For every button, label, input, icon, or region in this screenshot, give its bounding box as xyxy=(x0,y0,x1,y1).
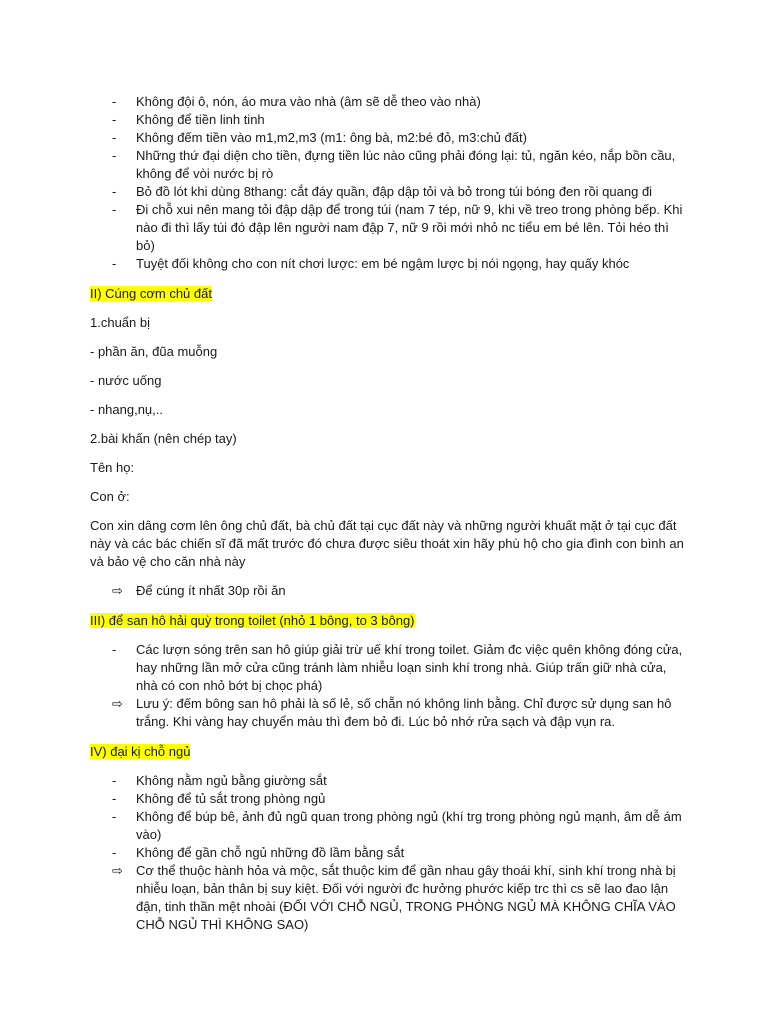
dash-bullet: - xyxy=(112,642,117,657)
document-page xyxy=(0,93,768,934)
rules-list-1 xyxy=(0,93,768,273)
list-item-text: Lưu ý: đếm bông san hô phải là số lẻ, số chẵn nó không linh bằng. Chỉ được sử dụng san hô trắng. Khi vàng hay chuyển màu thì đem bỏ đi. Lúc bỏ nhớ rửa sạch và đập vụn ra. xyxy=(136,696,672,729)
dash-bullet: - xyxy=(112,256,117,271)
rules-list-4 xyxy=(0,772,768,934)
list-item xyxy=(0,808,768,844)
name-label: Tên họ: xyxy=(90,460,135,475)
prep-item: - nhang,nụ,.. xyxy=(90,402,163,417)
list-item-text: Tuyệt đối không cho con nít chơi lược: em bé ngậm lược bị nói ngọng, hay quấy khóc xyxy=(136,256,630,271)
list-item-text: Không đội ô, nón, áo mưa vào nhà (âm sẽ dễ theo vào nhà) xyxy=(136,94,481,109)
dash-bullet: - xyxy=(112,773,117,788)
section-heading-4 xyxy=(0,743,768,761)
list-item xyxy=(0,790,768,808)
list-item xyxy=(0,844,768,862)
list-item xyxy=(0,862,768,934)
list-item xyxy=(0,183,768,201)
dash-bullet: - xyxy=(112,791,117,806)
list-item xyxy=(0,111,768,129)
list-item xyxy=(0,641,768,695)
dash-bullet: - xyxy=(112,112,117,127)
list-item-text: Không để tủ sắt trong phòng ngủ xyxy=(136,791,326,806)
prep-item: - nước uống xyxy=(90,373,162,388)
list-item-text: Không nằm ngủ bằng giường sắt xyxy=(136,773,327,788)
dash-bullet: - xyxy=(112,130,117,145)
list-item-text: Không đếm tiền vào m1,m2,m3 (m1: ông bà, m2:bé đỏ, m3:chủ đất) xyxy=(136,130,527,145)
section-heading-3 xyxy=(0,612,768,630)
note-item xyxy=(0,582,768,600)
prayer-text: Con xin dâng cơm lên ông chủ đất, bà chủ đất tại cục đất này và những người khuất mặt ở tại cục đất này và các bác chiến sĩ đã mất trước đó chưa được siêu thoát xin hãy phù hộ cho gia đình con bình an và bảo vệ cho căn nhà này xyxy=(90,518,684,569)
dash-bullet: - xyxy=(112,94,117,109)
heading-highlight: IV) đại kị chỗ ngủ xyxy=(90,744,191,759)
dash-bullet: - xyxy=(112,845,117,860)
dash-bullet: - xyxy=(112,809,117,824)
dash-bullet: - xyxy=(112,202,117,217)
arrow-right-icon: ⇨ xyxy=(112,863,123,878)
rules-list-3 xyxy=(0,641,768,731)
list-item xyxy=(0,129,768,147)
address-label: Con ở: xyxy=(90,489,130,504)
list-item xyxy=(0,93,768,111)
arrow-right-icon: ⇨ xyxy=(112,583,123,598)
dash-bullet: - xyxy=(112,148,117,163)
list-item xyxy=(0,147,768,183)
arrow-right-icon: ⇨ xyxy=(112,696,123,711)
list-item xyxy=(0,695,768,731)
list-item xyxy=(0,772,768,790)
prep-title: 1.chuẩn bị xyxy=(90,315,150,330)
list-item-text: Không để búp bê, ảnh đủ ngũ quan trong phòng ngủ (khí trg trong phòng ngủ mạnh, âm dễ ám vào) xyxy=(136,809,682,842)
list-item xyxy=(0,201,768,255)
heading-highlight: III) để san hô hải quỳ trong toilet (nhỏ 1 bông, to 3 bông) xyxy=(90,613,415,628)
list-item-text: Đi chỗ xui nên mang tỏi đập dập để trong túi (nam 7 tép, nữ 9, khi về treo trong phòng bếp. Khi nào đi thì lấy túi đó đập lên người nam đập 7, nữ 9 rồi mới nhỏ nc tiểu em bé lên. Tỏi héo thì bỏ) xyxy=(136,202,683,253)
list-item-text: Không để gần chỗ ngủ những đồ lầm bằng sắt xyxy=(136,845,405,860)
prayer-title: 2.bài khấn (nên chép tay) xyxy=(90,431,237,446)
list-item-text: Các lượn sóng trên san hô giúp giải trừ uế khí trong toilet. Giảm đc việc quên không đóng cửa, hay những lần mở cửa cũng tránh làm nhiễu loạn sinh khí trong nhà. Giúp trấn giữ nhà cửa, nhà có con nhỏ bớt bị chọc phá) xyxy=(136,642,683,693)
list-item-text: Những thứ đại diện cho tiền, đựng tiền lúc nào cũng phải đóng lại: tủ, ngăn kéo, nắp bồn cầu, không để vòi nước bị rò xyxy=(136,148,676,181)
dash-bullet: - xyxy=(112,184,117,199)
list-item-text: Bỏ đồ lót khi dùng 8thang: cắt đáy quần, đập dập tỏi và bỏ trong túi bóng đen rồi quang đi xyxy=(136,184,653,199)
prep-item: - phần ăn, đũa muỗng xyxy=(90,344,218,359)
list-item xyxy=(0,255,768,273)
heading-highlight: II) Cúng cơm chủ đất xyxy=(90,286,212,301)
list-item-text: Không để tiền linh tinh xyxy=(136,112,265,127)
note-text: Để cúng ít nhất 30p rồi ăn xyxy=(136,583,286,598)
section-heading-2 xyxy=(0,285,768,303)
list-item-text: Cơ thể thuộc hành hỏa và mộc, sắt thuộc kim để gần nhau gây thoái khí, sinh khí trong nhà bị nhiễu loạn, bản thân bị suy kiệt. Đối với người đc hưởng phước kiếp trc thì cs sẽ lao đao lận đận, tinh thần mệt nhoài (ĐỐI VỚI CHỖ NGỦ, TRONG PHÒNG NGỦ MÀ KHÔNG CHĨA VÀO CHỖ NGỦ THÌ KHÔNG SAO) xyxy=(136,863,676,932)
